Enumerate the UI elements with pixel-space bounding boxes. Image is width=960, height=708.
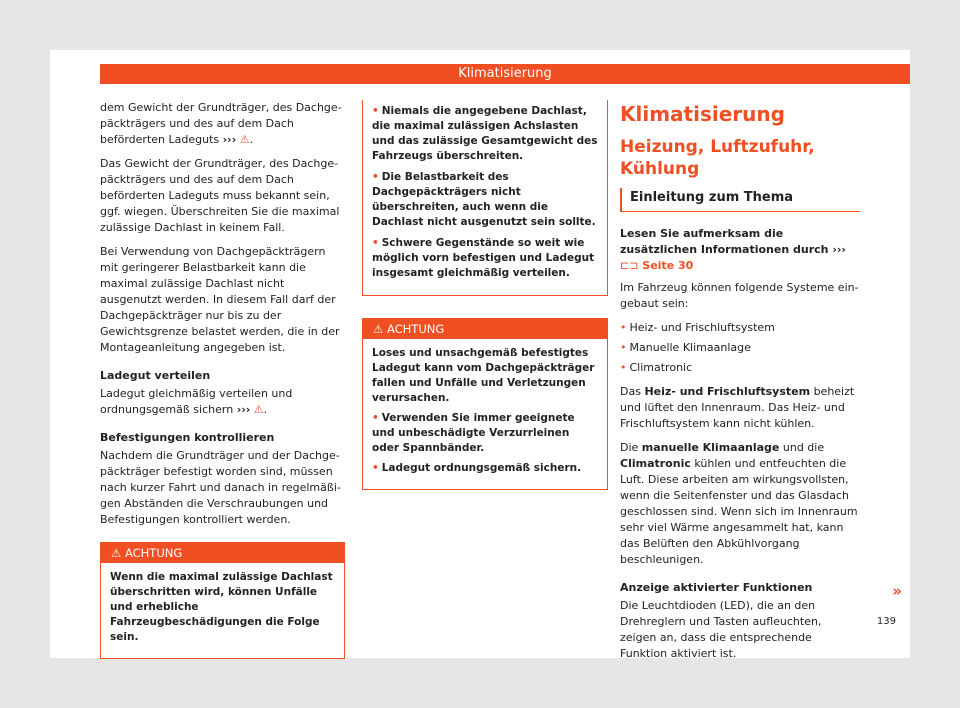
page-reference-link[interactable]: Seite 30 [642, 259, 694, 272]
list-item: • Niemals die angegebene Dachlast, die maximal zulässigen Achslasten und das zulässige Gesamtgewicht des Fahrzeugs überschreiten. [372, 105, 598, 162]
section-title: Heizung, Luftzufuhr, Kühlung [620, 137, 815, 179]
list-item: • Die Belastbarkeit des Dachgepäckträgers nicht überschreiten, auch wenn die Dachlast nicht ausgenutzt sein sollte. [372, 171, 596, 228]
warning-triangle-icon: ⚠ [111, 546, 122, 560]
warning-box [100, 542, 345, 659]
chapter-header: Klimatisierung [100, 64, 910, 84]
paragraph: Das Heiz- und Frischluftsystem beheizt und lüftet den Innenraum. Das Heiz- und Frischluftsystem kann nicht kühlen. [620, 385, 855, 430]
paragraph: Ladegut gleichmäßig verteilen und ordnungsgemäß sichern ››› ⚠. [100, 387, 293, 416]
column-middle [362, 100, 608, 490]
continued-icon: » [892, 582, 902, 600]
subheading-ladegut: Ladegut verteilen [100, 369, 211, 382]
paragraph: Nachdem die Grundträger und der Dachgepäckträger befestigt worden sind, müssen nach kurzer Fahrt und danach in regelmäßigen Abständen die Verschraubungen und Befestigungen kontrolliert werden. [100, 449, 341, 526]
topic-title: Einleitung zum Thema [620, 188, 860, 212]
warning-box-body: Wenn die maximal zulässige Dachlast überschritten wird, können Unfälle und erhebliche Fahrzeugbeschädigungen die Folge sein. [110, 571, 333, 643]
reference-arrows: ››› [236, 403, 251, 416]
intro-paragraph: Lesen Sie aufmerksam die zusätzlichen Informationen durch ››› ⊏⊐ Seite 30 [620, 227, 846, 272]
chapter-title: Klimatisierung [620, 102, 785, 126]
paragraph: Die manuelle Klimaanlage und die Climatronic kühlen und entfeuchten die Luft. Diese arbeiten am wirkungsvollsten, wenn die Seitenfenster und das Glasdach geschlossen sind. Wenn sich im Innenraum sehr viel Wärme angesammelt hat, kann das Belüften den Abkühlvorgang beschleunigen. [620, 441, 858, 566]
paragraph: Bei Verwendung von Dachgepäckträgern mit geringerer Belastbarkeit kann die maximal zulässige Dachlast nicht ausgenutzt werden. In diesem Fall darf der Dachgepäckträger nur bis zu der Gewichtsgrenze belastet werden, die in der Montageanleitung angegeben ist. [100, 245, 340, 354]
list-item: • Ladegut ordnungsgemäß sichern. [372, 462, 582, 474]
warning-triangle-icon: ⚠ [239, 133, 250, 146]
list-item: • Schwere Gegenstände so weit wie möglich vorn befestigen und Ladegut insgesamt gleichmäßig verteilen. [372, 237, 595, 279]
column-right [620, 100, 860, 670]
paragraph: dem Gewicht der Grundträger, des Dachgepäckträgers und des auf dem Dach beförderten Ladeguts ››› ⚠. [100, 101, 342, 146]
list-item: • Verwenden Sie immer geeignete und unbeschädigte Verzurrleinen oder Spannbänder. [372, 412, 575, 454]
list-item: • Climatronic [620, 361, 693, 374]
warning-triangle-icon: ⚠ [253, 403, 264, 416]
warning-box-continued [362, 100, 608, 296]
paragraph: Die Leuchtdioden (LED), die an den Drehreglern und Tasten aufleuchten, zeigen an, dass die entsprechende Funktion aktiviert ist. [620, 599, 822, 660]
reference-arrows: ››› [222, 133, 237, 146]
list-item: • Manuelle Klimaanlage [620, 341, 751, 354]
warning-box-body: Loses und unsachgemäß befestigtes Ladegut kann vom Dachgepäckträger fallen und Unfälle und Verletzungen verursachen. • Verwenden Sie immer geeignete und unbeschädigte Verzurrleinen oder Spannbänder. • Ladegut ordnungsgemäß sichern. [363, 339, 607, 489]
paragraph: Im Fahrzeug können folgende Systeme eingebaut sein: [620, 281, 859, 310]
paragraph: Das Gewicht der Grundträger, des Dachgepäckträgers und des auf dem Dach beförderten Ladeguts muss bekannt sein, ggf. wiegen. Überschreiten Sie die maximal zulässige Dachlast in keinem Fall. [100, 157, 340, 234]
column-left [100, 100, 345, 659]
warning-box-header: ⚠ ACHTUNG [101, 543, 344, 563]
warning-box-header: ⚠ ACHTUNG [363, 319, 607, 339]
warning-box [362, 318, 608, 490]
list-item: • Heiz- und Frischluftsystem [620, 321, 775, 334]
book-icon: ⊏⊐ [620, 259, 639, 272]
page-number: 139 [876, 616, 896, 627]
reference-arrows: ››› [832, 243, 846, 256]
manual-page [50, 50, 910, 658]
subheading-anzeige: Anzeige aktivierter Funktionen [620, 581, 813, 594]
subheading-befestigungen: Befestigungen kontrollieren [100, 431, 275, 444]
warning-triangle-icon: ⚠ [373, 322, 384, 336]
